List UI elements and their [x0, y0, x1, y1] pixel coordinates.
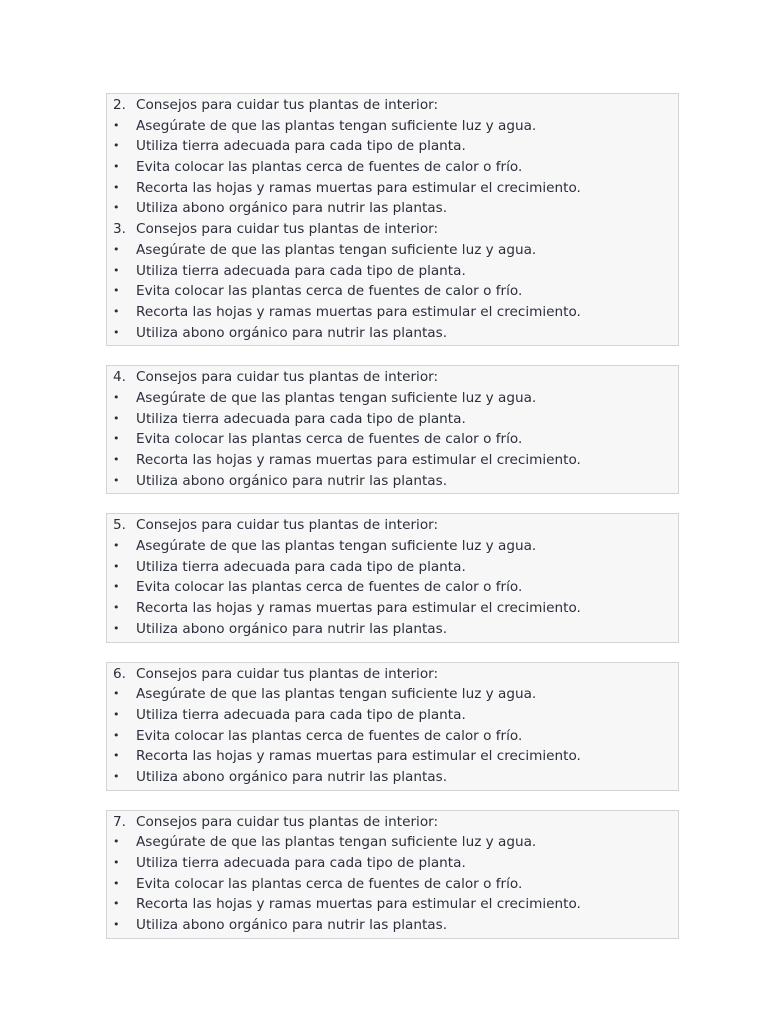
list-item [107, 116, 678, 137]
bullet-icon: • [113, 284, 120, 298]
list-item-text: Utiliza tierra adecuada para cada tipo de planta. [136, 262, 466, 279]
list-item [107, 157, 678, 178]
section-heading [107, 812, 678, 833]
list-item [107, 450, 678, 471]
list-item-text: Utiliza abono orgánico para nutrir las plantas. [136, 917, 448, 934]
section-heading [107, 515, 678, 536]
section-heading [107, 367, 678, 388]
bullet-icon: • [113, 918, 120, 932]
list-item-text: Utiliza abono orgánico para nutrir las plantas. [136, 324, 448, 341]
list-item-text: Recorta las hojas y ramas muertas para estimular el crecimiento. [136, 748, 581, 765]
list-item [107, 557, 678, 578]
heading-text: Consejos para cuidar tus plantas de interior: [136, 517, 439, 534]
section-number: 2. [113, 97, 126, 113]
list-item [107, 429, 678, 450]
list-item-text: Utiliza abono orgánico para nutrir las plantas. [136, 620, 448, 637]
bullet-icon: • [113, 263, 120, 277]
list-item [107, 894, 678, 915]
bullet-icon: • [113, 897, 120, 911]
list-item [107, 388, 678, 409]
list-item-text: Utiliza tierra adecuada para cada tipo de planta. [136, 558, 466, 575]
bullet-icon: • [113, 728, 120, 742]
bullet-icon: • [113, 580, 120, 594]
list-item-text: Utiliza abono orgánico para nutrir las plantas. [136, 472, 448, 489]
content-column [106, 93, 679, 939]
list-item [107, 767, 678, 788]
section-heading [107, 95, 678, 116]
bullet-icon: • [113, 118, 120, 132]
list-item [107, 178, 678, 199]
list-item [107, 536, 678, 557]
list-item [107, 302, 678, 323]
list-item [107, 915, 678, 936]
list-item [107, 577, 678, 598]
bullet-icon: • [113, 601, 120, 615]
bullet-icon: • [113, 201, 120, 215]
bullet-icon: • [113, 559, 120, 573]
bullet-icon: • [113, 876, 120, 890]
list-item-text: Utiliza tierra adecuada para cada tipo de planta. [136, 855, 466, 871]
list-item-text: Asegúrate de que las plantas tengan suficiente luz y agua. [136, 389, 537, 406]
list-item [107, 726, 678, 747]
list-item-text: Recorta las hojas y ramas muertas para estimular el crecimiento. [136, 179, 581, 196]
list-item-text: Recorta las hojas y ramas muertas para estimular el crecimiento. [136, 452, 581, 468]
list-item-text: Utiliza tierra adecuada para cada tipo de planta. [136, 138, 466, 155]
list-item-text: Asegúrate de que las plantas tengan suficiente luz y agua. [136, 538, 537, 555]
list-item [107, 684, 678, 705]
list-item [107, 240, 678, 261]
tips-box [106, 365, 679, 494]
list-item [107, 853, 678, 874]
list-item-text: Evita colocar las plantas cerca de fuentes de calor o frío. [136, 159, 523, 176]
list-item-text: Asegúrate de que las plantas tengan suficiente luz y agua. [136, 686, 537, 703]
list-item [107, 874, 678, 895]
bullet-icon: • [113, 687, 120, 701]
heading-text: Consejos para cuidar tus plantas de interior: [136, 369, 439, 386]
list-item [107, 261, 678, 282]
list-item [107, 705, 678, 726]
bullet-icon: • [113, 453, 120, 466]
list-item-text: Asegúrate de que las plantas tengan suficiente luz y agua. [136, 834, 537, 851]
section-number: 4. [113, 369, 126, 386]
list-item-text: Utiliza abono orgánico para nutrir las plantas. [136, 768, 448, 785]
list-item-text: Evita colocar las plantas cerca de fuentes de calor o frío. [136, 283, 523, 300]
bullet-icon: • [113, 180, 120, 194]
bullet-icon: • [113, 139, 120, 153]
list-item-text: Recorta las hojas y ramas muertas para estimular el crecimiento. [136, 303, 581, 320]
bullet-icon: • [113, 160, 120, 174]
list-item-text: Evita colocar las plantas cerca de fuentes de calor o frío. [136, 431, 523, 448]
list-item [107, 136, 678, 157]
section-number: 5. [113, 517, 126, 534]
list-item-text: Recorta las hojas y ramas muertas para estimular el crecimiento. [136, 896, 581, 913]
tips-box [106, 810, 679, 939]
section-heading [107, 664, 678, 685]
heading-text: Consejos para cuidar tus plantas de interior: [136, 813, 439, 830]
list-item-text: Utiliza abono orgánico para nutrir las plantas. [136, 200, 448, 217]
bullet-icon: • [113, 325, 120, 339]
list-item [107, 832, 678, 853]
list-item-text: Evita colocar las plantas cerca de fuentes de calor o frío. [136, 727, 523, 744]
bullet-icon: • [113, 242, 120, 256]
bullet-icon: • [113, 411, 120, 425]
list-item-text: Evita colocar las plantas cerca de fuentes de calor o frío. [136, 875, 523, 892]
section-heading [107, 219, 678, 240]
tips-box [106, 662, 679, 791]
list-item [107, 409, 678, 430]
list-item [107, 619, 678, 640]
list-item-text: Utiliza tierra adecuada para cada tipo de planta. [136, 410, 466, 427]
bullet-icon: • [113, 856, 120, 869]
bullet-icon: • [113, 304, 120, 318]
bullet-icon: • [113, 473, 120, 487]
heading-text: Consejos para cuidar tus plantas de interior: [136, 665, 439, 682]
section-number: 6. [113, 665, 126, 682]
bullet-icon: • [113, 749, 120, 763]
list-item [107, 471, 678, 492]
list-item-text: Asegúrate de que las plantas tengan suficiente luz y agua. [136, 241, 537, 258]
list-item-text: Utiliza tierra adecuada para cada tipo de planta. [136, 706, 466, 723]
section-number: 3. [113, 221, 126, 238]
bullet-icon: • [113, 769, 120, 783]
tips-box [106, 513, 679, 642]
bullet-icon: • [113, 539, 120, 553]
heading-text: Consejos para cuidar tus plantas de interior: [136, 97, 439, 113]
list-item-text: Asegúrate de que las plantas tengan suficiente luz y agua. [136, 117, 537, 134]
section-number: 7. [113, 813, 126, 830]
bullet-icon: • [113, 707, 120, 721]
list-item-text: Recorta las hojas y ramas muertas para estimular el crecimiento. [136, 600, 581, 617]
list-item [107, 198, 678, 219]
list-item [107, 323, 678, 344]
list-item [107, 281, 678, 302]
list-item [107, 746, 678, 767]
heading-text: Consejos para cuidar tus plantas de interior: [136, 221, 439, 238]
list-item-text: Evita colocar las plantas cerca de fuentes de calor o frío. [136, 579, 523, 596]
bullet-icon: • [113, 390, 120, 404]
tips-box [106, 93, 679, 346]
bullet-icon: • [113, 621, 120, 635]
list-item [107, 598, 678, 619]
bullet-icon: • [113, 432, 120, 446]
bullet-icon: • [113, 835, 120, 849]
